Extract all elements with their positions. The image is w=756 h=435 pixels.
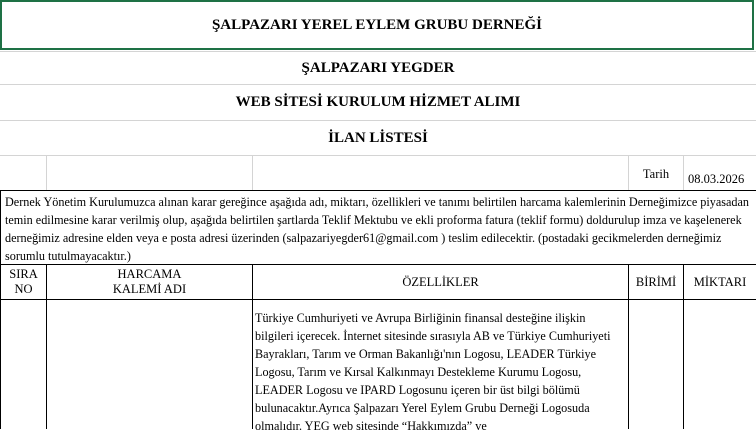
service-title-cell[interactable]	[0, 85, 756, 120]
column-header-label: BİRİMİ	[635, 274, 677, 289]
short-name-cell[interactable]	[0, 52, 756, 84]
grid-line	[46, 156, 47, 190]
association-title-cell[interactable]	[0, 0, 754, 50]
date-label-cell[interactable]	[629, 162, 683, 186]
column-header-label: MİKTARI	[693, 274, 747, 289]
column-header-sira-no[interactable]	[1, 265, 46, 299]
list-title: İLAN LİSTESİ	[328, 129, 428, 146]
table-border	[0, 190, 1, 429]
column-header-label: SIRA NO	[9, 267, 38, 296]
specification-text: Türkiye Cumhuriyeti ve Avrupa Birliğinin finansal desteğine ilişkin bilgileri içerecek. İnternet sitesinde sırasıyla AB ve Türkiye Cumhuriyeti Bayrakları, Tarım ve Orman Bakanlığı'nın Logosu, LEADER Türkiye Logosu, Tarım ve Kırsal Kalkınmayı Destekleme Kurumu Logosu, LEADER Logosu ve IPARD Logosunu içeren bir üst bilgi bölümü bulunacaktır.Ayrıca Şalpazarı Yerel Eylem Grubu Derneği Logosuda olmalıdır. YEG web sitesinde “Hakkımızda” ve	[255, 311, 611, 433]
date-value-cell[interactable]	[684, 172, 756, 190]
column-header-ozellikler[interactable]	[253, 265, 628, 299]
association-title: ŞALPAZARI YEREL EYLEM GRUBU DERNEĞİ	[211, 16, 543, 33]
short-name: ŞALPAZARI YEGDER	[301, 59, 455, 76]
list-title-cell[interactable]	[0, 121, 756, 155]
column-header-birimi[interactable]	[629, 265, 683, 299]
column-header-harcama-kalemi[interactable]	[47, 265, 252, 299]
service-title: WEB SİTESİ KURULUM HİZMET ALIMI	[235, 94, 521, 110]
column-header-label: HARCAMA KALEMİ ADI	[112, 267, 187, 296]
description-cell[interactable]	[2, 192, 754, 264]
table-border	[0, 190, 756, 191]
date-label: Tarih	[642, 166, 670, 181]
column-header-label: ÖZELLİKLER	[402, 274, 479, 289]
table-border	[0, 299, 756, 300]
column-header-miktari[interactable]	[684, 265, 756, 299]
date-value: 08.03.2026	[688, 172, 745, 186]
grid-line	[252, 156, 253, 190]
table-row-1-ozellikler[interactable]	[255, 309, 625, 435]
description-text: Dernek Yönetim Kurulumuzca alınan karar gereğince aşağıda adı, miktarı, özellikleri ve tanımı belirtilen harcama kalemlerinin Derneğimizce piyasadan temin edilmesine karar verilmiş olup, aşağıda belirtilen şartlarda Teklif Mektubu ve ekli proforma fatura (teklif formu) doldurulup imza ve kaşelenerek derneğimiz adresine elden veya e posta adresi üzerinden (salpazariyegder61@gmail.com ) teslim edilecektir. (postadaki gecikmelerden derneğimiz sorumlu tutulmayacaktır.)	[5, 195, 750, 263]
grid-line	[0, 155, 756, 156]
